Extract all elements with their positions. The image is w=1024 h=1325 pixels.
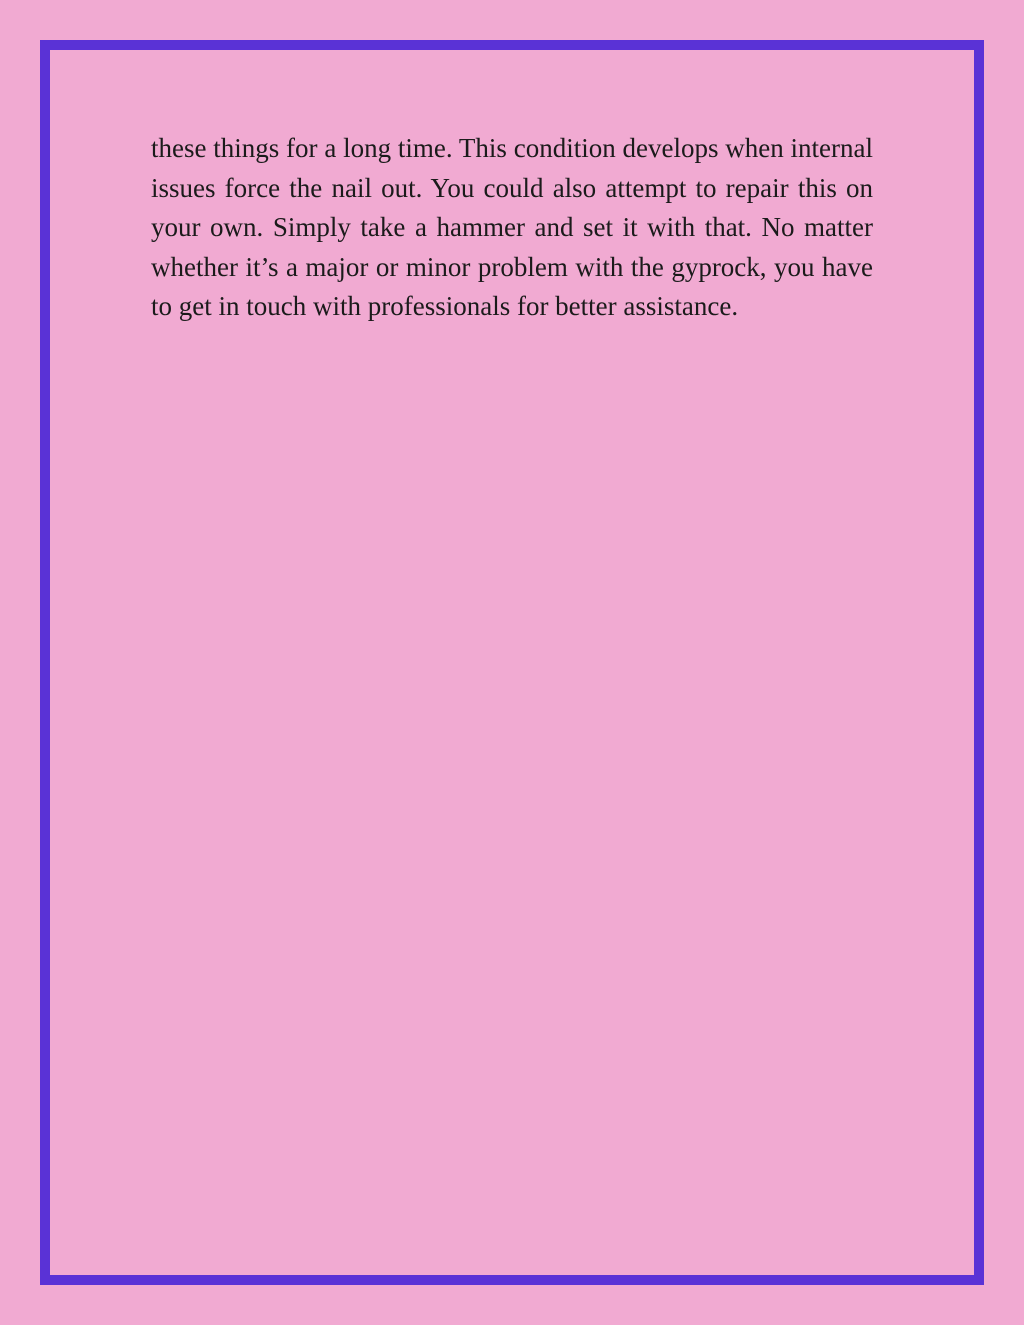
body-paragraph: these things for a long time. This condition develops when internal issues force the nail out. You could also attempt to repair this on your own. Simply take a hammer and set it with that. No matter whether it’s a major or minor problem with the gyprock, you have to get in touch with professionals for better assistance. <box>151 133 873 322</box>
page-frame <box>40 40 984 1285</box>
